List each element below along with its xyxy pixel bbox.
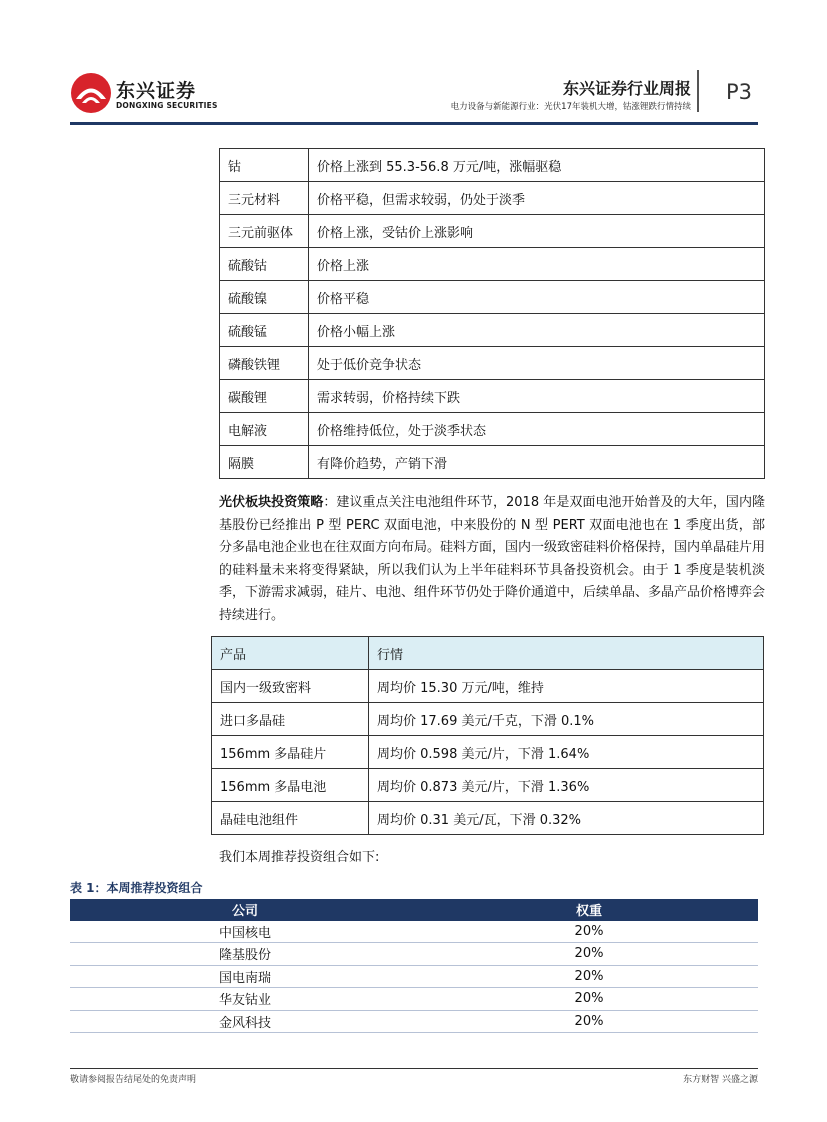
table-row [220, 215, 765, 248]
column-header-quote: 行情 [369, 637, 764, 670]
table-row [70, 965, 758, 988]
material-trend: 价格平稳，但需求较弱，仍处于淡季 [309, 182, 765, 215]
column-header-weight: 权重 [420, 899, 758, 921]
company-name: 金风科技 [70, 1010, 420, 1033]
material-name: 硫酸锰 [220, 314, 309, 347]
table-row [212, 736, 764, 769]
pv-strategy-heading: 光伏板块投资策略 [219, 495, 324, 510]
material-trend: 价格平稳 [309, 281, 765, 314]
table-row [70, 988, 758, 1011]
company-name: 华友钴业 [70, 988, 420, 1011]
product-name: 156mm 多晶硅片 [212, 736, 369, 769]
dongxing-logo-icon [70, 72, 112, 114]
report-title: 东兴证券行业周报 [562, 79, 691, 98]
table-row [220, 281, 765, 314]
product-name: 156mm 多晶电池 [212, 769, 369, 802]
material-name: 电解液 [220, 413, 309, 446]
column-header-product: 产品 [212, 637, 369, 670]
table-row [220, 380, 765, 413]
table-row [220, 182, 765, 215]
product-name: 晶硅电池组件 [212, 802, 369, 835]
product-quote: 周均价 0.873 美元/片，下滑 1.36% [369, 769, 764, 802]
product-quote: 周均价 15.30 万元/吨，维持 [369, 670, 764, 703]
table-row [220, 149, 765, 182]
logo-chinese-name: 东兴证券 [116, 80, 197, 102]
table-row [220, 248, 765, 281]
company-weight: 20% [420, 943, 758, 966]
table-row [70, 1010, 758, 1033]
page-number: P3 [726, 80, 753, 104]
table-row [212, 670, 764, 703]
material-name: 硫酸钴 [220, 248, 309, 281]
company-weight: 20% [420, 965, 758, 988]
material-trend: 价格上涨，受钴价上涨影响 [309, 215, 765, 248]
report-subtitle: 电力设备与新能源行业：光伏17年装机大增，钴涨锂跌行情持续 [450, 102, 691, 112]
battery-materials-table [219, 148, 765, 479]
table-row [70, 921, 758, 943]
table-row [212, 703, 764, 736]
material-trend: 处于低价竞争状态 [309, 347, 765, 380]
material-name: 三元前驱体 [220, 215, 309, 248]
footer-disclaimer: 敬请参阅报告结尾处的免责声明 [70, 1075, 197, 1085]
material-trend: 价格上涨到 55.3-56.8 万元/吨，涨幅驱稳 [309, 149, 765, 182]
column-header-company: 公司 [70, 899, 420, 921]
table-row [220, 314, 765, 347]
header-rule [70, 122, 758, 125]
material-name: 隔膜 [220, 446, 309, 479]
material-name: 钴 [220, 149, 309, 182]
material-trend: 价格维持低位，处于淡季状态 [309, 413, 765, 446]
portfolio-table [70, 899, 758, 1033]
product-quote: 周均价 17.69 美元/千克，下滑 0.1% [369, 703, 764, 736]
material-name: 碳酸锂 [220, 380, 309, 413]
product-quote: 周均价 0.31 美元/瓦，下滑 0.32% [369, 802, 764, 835]
table-row [212, 802, 764, 835]
portfolio-table-caption: 表 1：本周推荐投资组合 [70, 881, 203, 895]
pv-strategy-text: ：建议重点关注电池组件环节，2018 年是双面电池开始普及的大年，国内隆基股份已经推出 P 型 PERC 双面电池，中来股份的 N 型 PERT 双面电池也在 1 季度出货，部分多晶电池企业也在往双面方向布局。硅料方面，国内一级致密硅料价格保持，国内单晶硅片用的硅料量未来将变得紧缺，所以我们认为上半年硅料环节具备投资机会。由于 1 季度是装机淡季，下游需求减弱，硅片、电池、组件环节仍处于降价通道中，后续单晶、多晶产品价格博弈会持续进行。 [219, 495, 766, 623]
product-name: 国内一级致密料 [212, 670, 369, 703]
material-trend: 价格上涨 [309, 248, 765, 281]
product-name: 进口多晶硅 [212, 703, 369, 736]
company-weight: 20% [420, 1010, 758, 1033]
pv-price-table [211, 636, 764, 835]
footer-rule [70, 1068, 758, 1069]
table-header-row [70, 899, 758, 921]
table-row [212, 769, 764, 802]
company-weight: 20% [420, 921, 758, 943]
header-divider [697, 70, 699, 112]
material-trend: 价格小幅上涨 [309, 314, 765, 347]
table-row [220, 446, 765, 479]
material-name: 三元材料 [220, 182, 309, 215]
company-name: 国电南瑞 [70, 965, 420, 988]
company-name: 隆基股份 [70, 943, 420, 966]
portfolio-intro: 我们本周推荐投资组合如下: [219, 850, 380, 865]
material-trend: 需求转弱，价格持续下跌 [309, 380, 765, 413]
product-quote: 周均价 0.598 美元/片，下滑 1.64% [369, 736, 764, 769]
table-row [220, 347, 765, 380]
company-weight: 20% [420, 988, 758, 1011]
material-name: 硫酸镍 [220, 281, 309, 314]
material-name: 磷酸铁锂 [220, 347, 309, 380]
table-header-row [212, 637, 764, 670]
pv-strategy-paragraph [219, 492, 765, 627]
footer-slogan: 东方财智 兴盛之源 [683, 1075, 758, 1085]
table-row [70, 943, 758, 966]
table-row [220, 413, 765, 446]
company-name: 中国核电 [70, 921, 420, 943]
material-trend: 有降价趋势，产销下滑 [309, 446, 765, 479]
logo-english-name: DONGXING SECURITIES [116, 101, 218, 110]
